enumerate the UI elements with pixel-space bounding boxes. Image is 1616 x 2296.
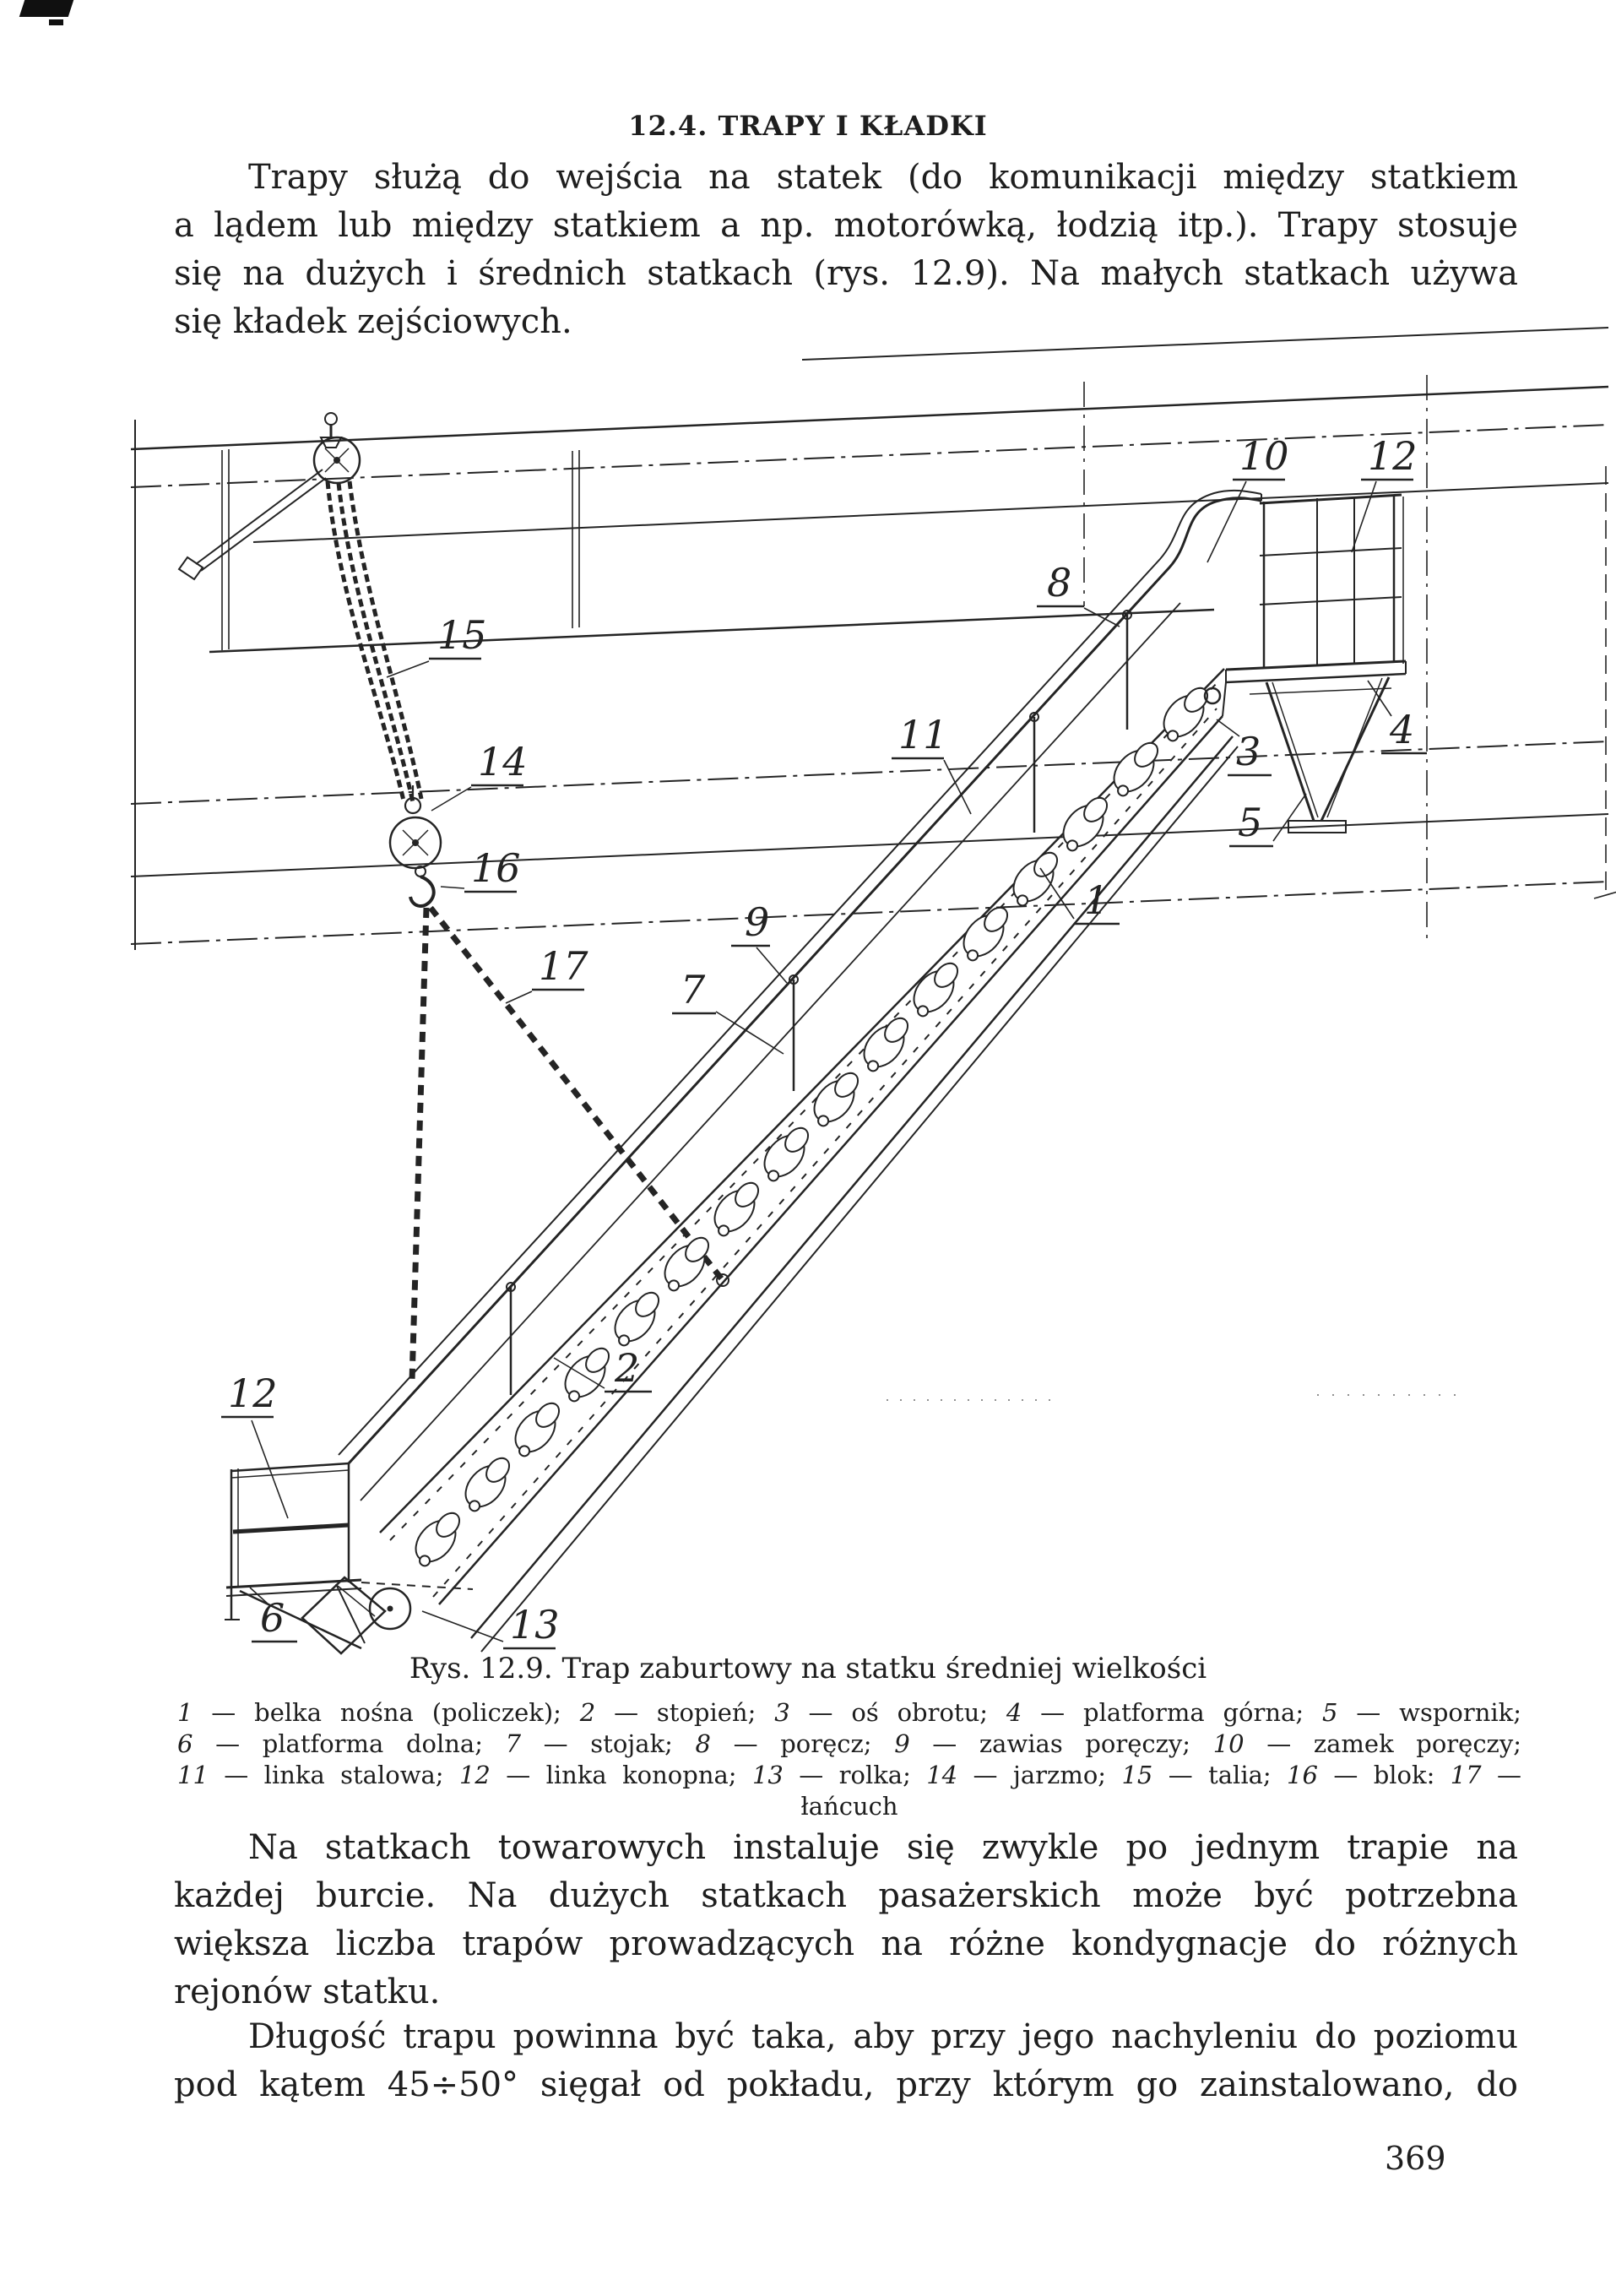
page-number: 369 xyxy=(1385,2140,1446,2177)
figure-caption: Rys. 12.9. Trap zaburtowy na statku średniej wielkości xyxy=(409,1652,1207,1685)
callout-14 xyxy=(431,739,528,811)
svg-text:12: 12 xyxy=(228,1371,278,1416)
figure-legend-line: 6 — platforma dolna; 7 — stojak; 8 — poręcz; 9 — zawias poręczy; 10 — zamek poręczy; xyxy=(177,1729,1521,1758)
paragraph-gangway-length xyxy=(174,2013,1518,2109)
body-text-line: a lądem lub między statkiem a np. motorówką, łodzią itp.). Trapy stosuje xyxy=(174,206,1518,245)
svg-text:5: 5 xyxy=(1238,800,1263,845)
svg-text:1: 1 xyxy=(1084,877,1109,923)
svg-text:14: 14 xyxy=(478,739,528,784)
body-text-line: Długość trapu powinna być taka, aby przy jego nachyleniu do poziomu xyxy=(248,2017,1518,2056)
svg-text:7: 7 xyxy=(681,967,706,1012)
svg-text:13: 13 xyxy=(510,1602,560,1647)
body-text-line: się kładek zejściowych. xyxy=(174,302,572,341)
handrail-stanchions xyxy=(507,611,1131,1395)
svg-text:6: 6 xyxy=(260,1595,285,1641)
callout-9 xyxy=(731,899,787,983)
body-text-line: Na statkach towarowych instaluje się zwykle po jednym trapie na xyxy=(248,1828,1518,1867)
svg-text:17: 17 xyxy=(539,943,588,989)
callout-7 xyxy=(672,967,784,1054)
callouts xyxy=(221,433,1427,1648)
figure-legend xyxy=(177,1697,1521,1822)
callout-16 xyxy=(441,845,521,892)
svg-text:9: 9 xyxy=(745,899,770,945)
callout-3 xyxy=(1217,719,1272,775)
gangway xyxy=(302,491,1261,1653)
svg-text:2: 2 xyxy=(615,1345,640,1391)
body-text-line: rejonów statku. xyxy=(174,1973,441,2011)
callout-17 xyxy=(506,943,588,1003)
upper-platform xyxy=(1205,495,1406,833)
figure-legend-line: 11 — linka stalowa; 12 — linka konopna; 13 — rolka; 14 — jarzmo; 15 — talia; 16 — blok: 17 — xyxy=(177,1761,1522,1789)
body-text-line: pod kątem 45÷50° sięgał od pokładu, przy którym go zainstalowano, do xyxy=(174,2065,1518,2104)
body-text-line: się na dużych i średnich statkach (rys. 12.9). Na małych statkach używa xyxy=(174,254,1518,293)
svg-text:15: 15 xyxy=(437,612,487,658)
paragraph-cargo-ships xyxy=(174,1824,1518,2016)
svg-text:3: 3 xyxy=(1236,729,1261,774)
svg-text:12: 12 xyxy=(1368,433,1418,479)
figure-legend-line: 1 — belka nośna (policzek); 2 — stopień; 3 — oś obrotu; 4 — platforma górna; 5 — wspornik; xyxy=(177,1698,1522,1727)
svg-text:11: 11 xyxy=(898,712,948,757)
gangway-steps xyxy=(405,681,1217,1572)
body-text-line: każdej burcie. Na dużych statkach pasażerskich może być potrzebna xyxy=(174,1876,1518,1915)
tackle-assembly xyxy=(179,413,441,906)
body-text-line: większa liczba trapów prowadzących na różne kondygnacje do różnych xyxy=(174,1924,1518,1963)
svg-text:8: 8 xyxy=(1047,560,1072,605)
svg-text:10: 10 xyxy=(1239,433,1289,479)
section-heading: 12.4. TRAPY I KŁADKI xyxy=(628,110,988,142)
figure-legend-line: łańcuch xyxy=(800,1792,898,1821)
scan-dots xyxy=(887,1395,1461,1400)
svg-text:16: 16 xyxy=(471,845,521,891)
body-text-line: Trapy służą do wejścia na statek (do komunikacji między statkiem xyxy=(248,158,1518,197)
svg-text:4: 4 xyxy=(1390,707,1415,752)
chain-vertical xyxy=(412,908,426,1381)
